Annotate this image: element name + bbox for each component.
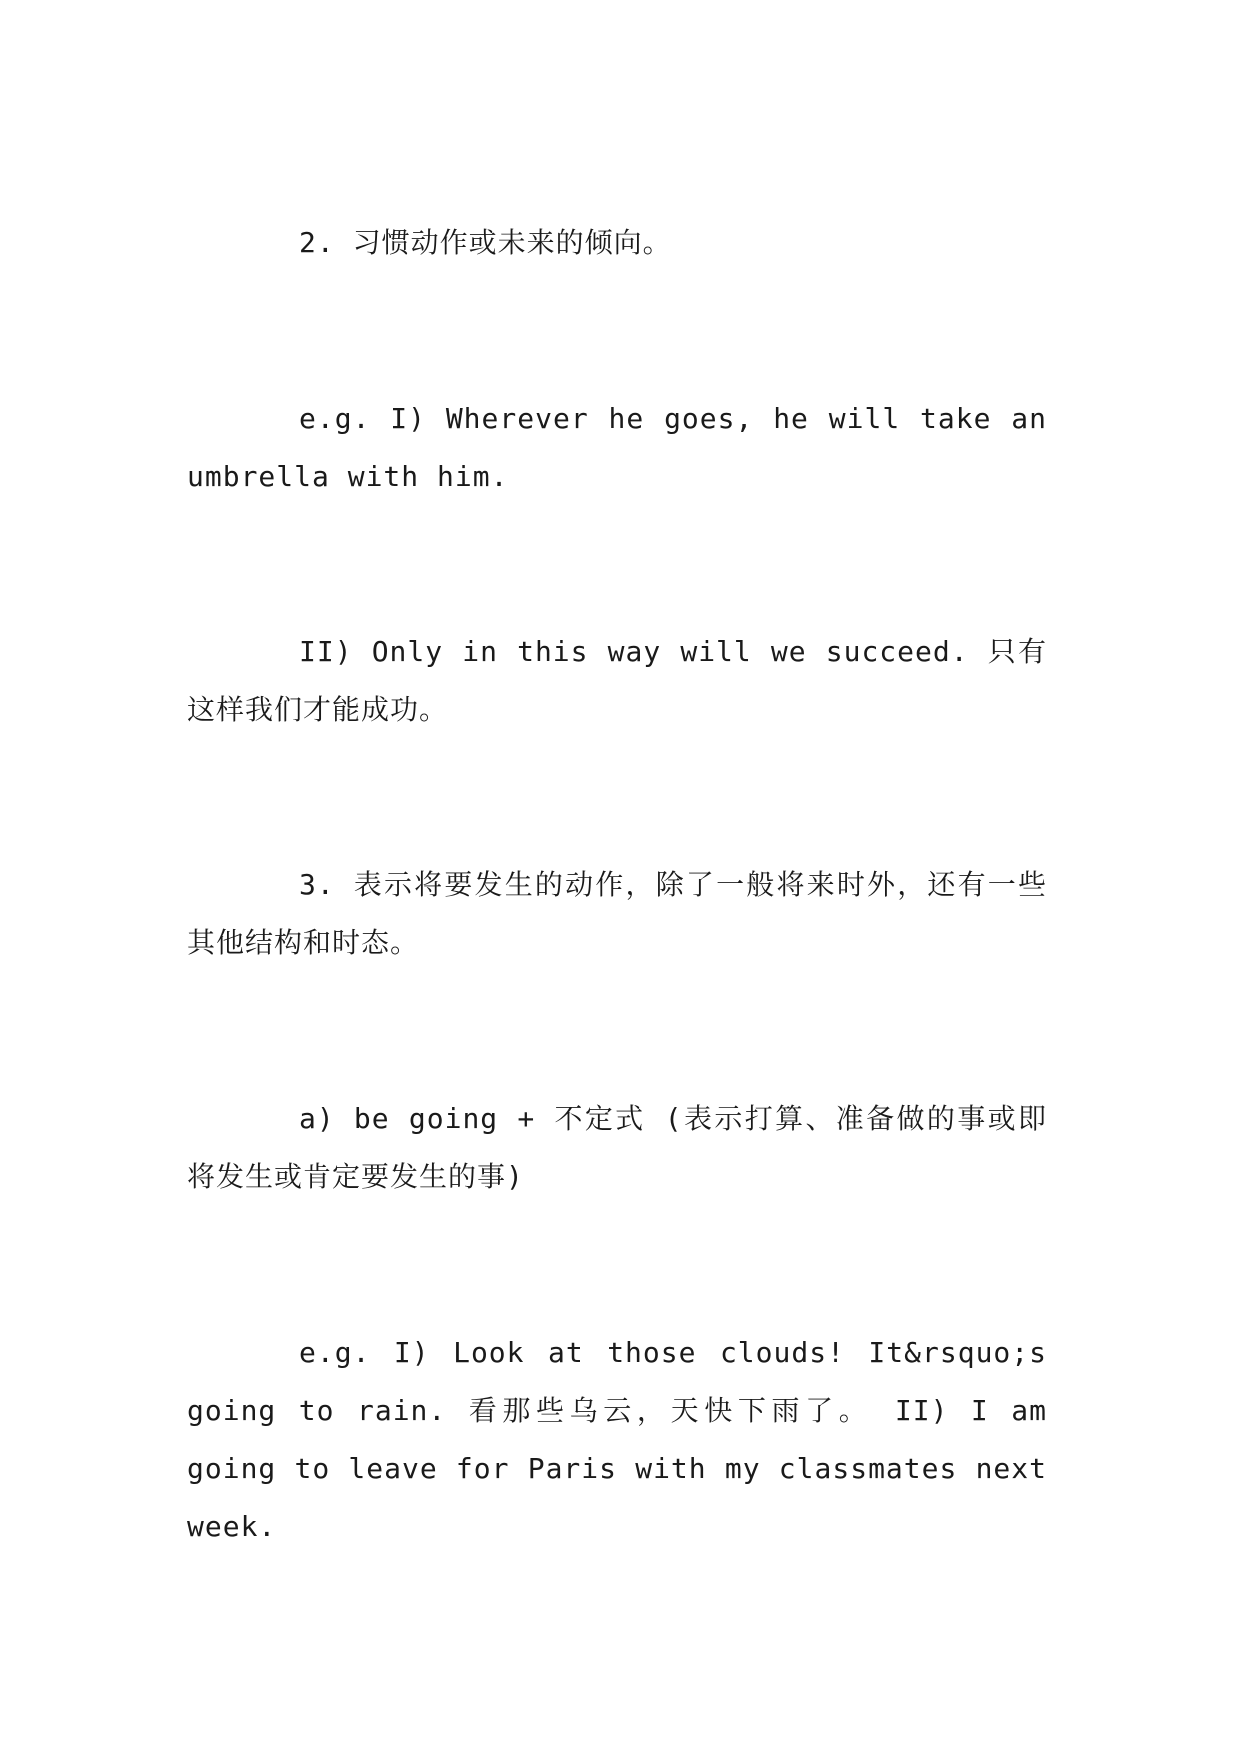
- paragraph-example-umbrella: e.g. I) Wherever he goes, he will take an umbrella with him.: [187, 402, 1047, 493]
- paragraph-future-structures: 3. 表示将要发生的动作，除了一般将来时外，还有一些其他结构和时态。: [187, 868, 1047, 959]
- paragraph-habit-tendency: 2. 习惯动作或未来的倾向。: [299, 226, 672, 259]
- paragraph-example-rain-paris: e.g. I) Look at those clouds! It&rsquo;s going to rain. 看那些乌云，天快下雨了。 II) I am going to leave for Paris with my classmates next week.: [187, 1336, 1047, 1543]
- paragraph-be-going-to: a) be going + 不定式 (表示打算、准备做的事或即将发生或肯定要发生的事): [187, 1102, 1047, 1193]
- paragraph-example-succeed: II) Only in this way will we succeed. 只有这样我们才能成功。: [187, 635, 1047, 726]
